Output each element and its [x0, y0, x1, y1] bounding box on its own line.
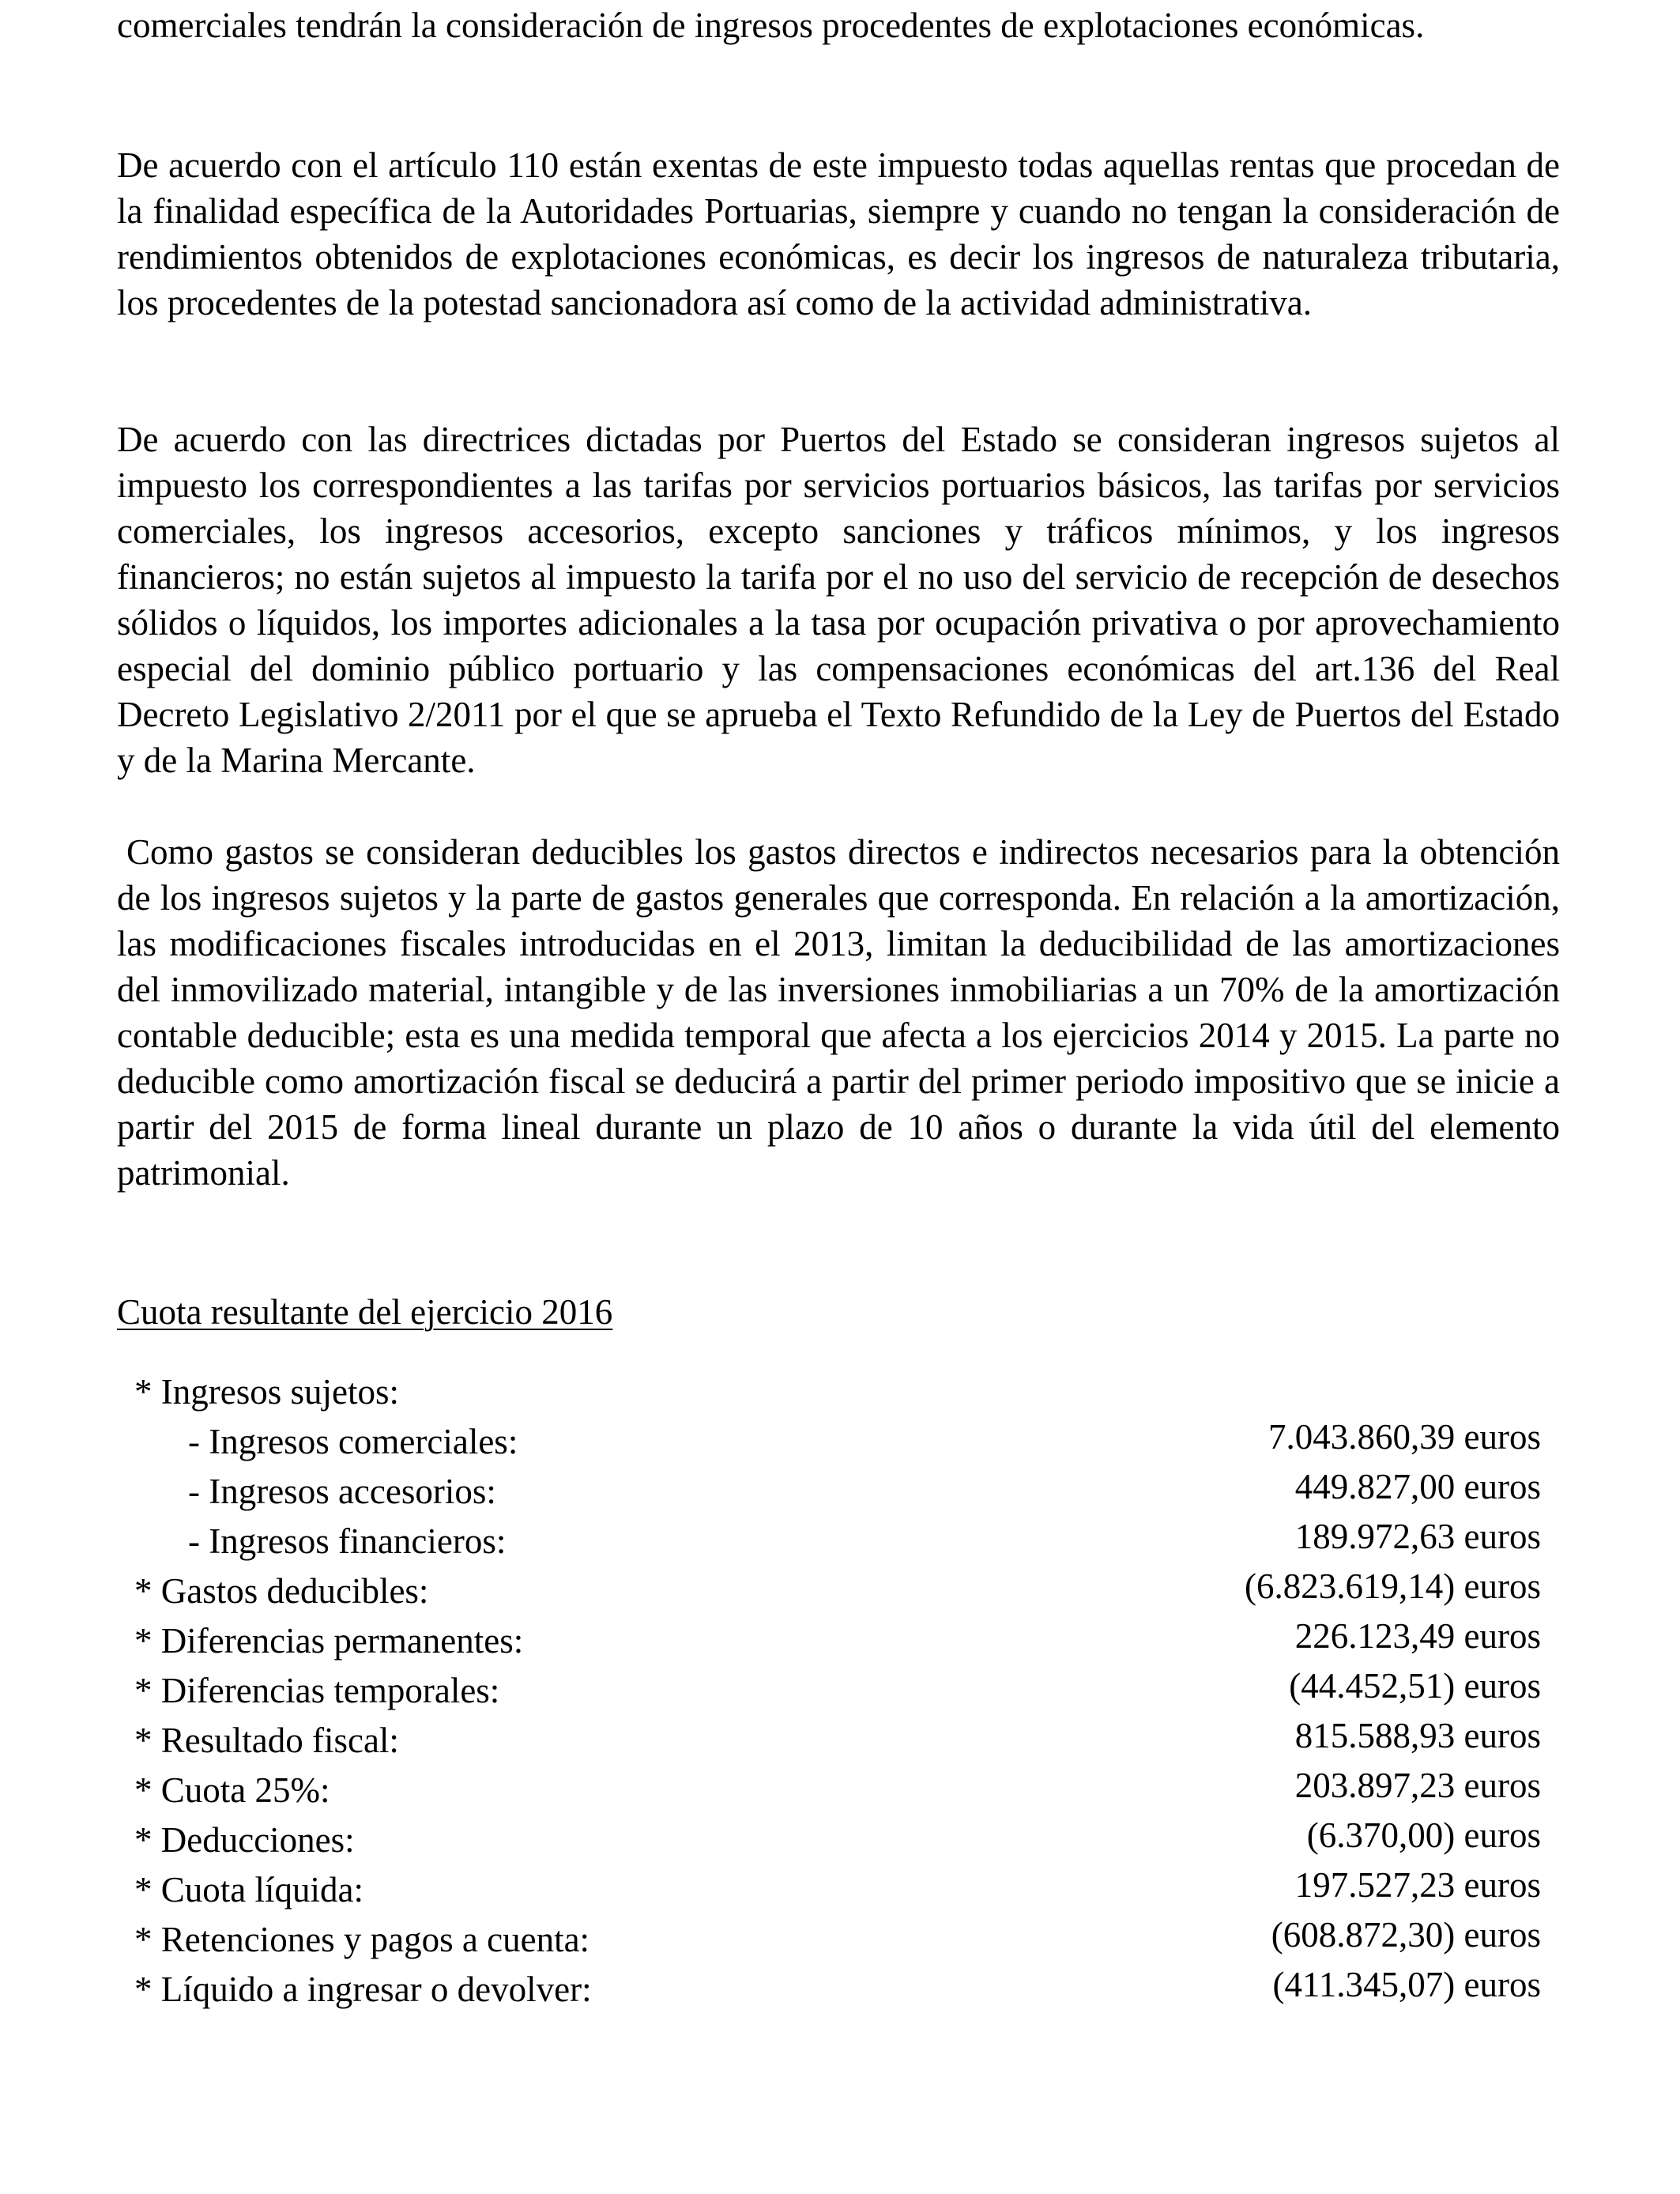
table-row: [134, 1369, 1541, 1419]
row-value: 449.827,00 euros: [1294, 1467, 1541, 1506]
table-row: [134, 1568, 1541, 1618]
row-value: (6.823.619,14) euros: [1245, 1566, 1541, 1606]
paragraph-3: De acuerdo con las directrices dictadas por Puertos del Estado se consideran ingresos sujetos al impuesto los correspondientes a las tarifas por servicios portuarios básicos, las tarifas por servicios comerciales, los ingresos accesorios, excepto sanciones y tráficos mínimos, y los ingresos financieros; no están sujetos al impuesto la tarifa por el no uso del servicio de recepción de desechos sólidos o líquidos, los importes adicionales a la tasa por ocupación privativa o por aprovechamiento especial del dominio público portuario y las compensaciones económicas del art.136 del Real Decreto Legislativo 2/2011 por el que se aprueba el Texto Refundido de la Ley de Puertos del Estado y de la Marina Mercante.: [117, 420, 1560, 780]
table-row: [134, 1767, 1541, 1817]
row-label: * Resultado fiscal:: [134, 1721, 399, 1760]
row-label: - Ingresos financieros:: [188, 1521, 507, 1561]
table-row: [134, 1717, 1541, 1767]
row-value: (608.872,30) euros: [1271, 1915, 1541, 1955]
row-label: - Ingresos comerciales:: [188, 1422, 518, 1461]
table-row: [134, 1668, 1541, 1717]
row-value: 197.527,23 euros: [1294, 1865, 1541, 1905]
row-label: * Retenciones y pagos a cuenta:: [134, 1920, 590, 1959]
table-row: [134, 1518, 1541, 1568]
table-row: [134, 1917, 1541, 1966]
paragraph-4: Como gastos se consideran deducibles los gastos directos e indirectos necesarios para la obtención de los ingresos sujetos y la parte de gastos generales que corresponda. En relación a la amortización, las modificaciones fiscales introducidas en el 2013, limitan la deducibilidad de las amortizaciones del inmovilizado material, intangible y de las inversiones inmobiliarias a un 70% de la amortización contable deducible; esta es una medida temporal que afecta a los ejercicios 2014 y 2015. La parte no deducible como amortización fiscal se deducirá a partir del primer periodo impositivo que se inicie a partir del 2015 de forma lineal durante un plazo de 10 años o durante la vida útil del elemento patrimonial.: [117, 832, 1560, 1193]
row-label: * Cuota líquida:: [134, 1870, 363, 1909]
row-value: (44.452,51) euros: [1289, 1666, 1541, 1706]
table-row: [134, 1867, 1541, 1917]
row-label: * Ingresos sujetos:: [134, 1372, 399, 1412]
paragraph-2: De acuerdo con el artículo 110 están exentas de este impuesto todas aquellas rentas que procedan de la finalidad específica de la Autoridades Portuarias, siempre y cuando no tengan la consideración de rendimientos obtenidos de explotaciones económicas, es decir los ingresos de naturaleza tributaria, los procedentes de la potestad sancionadora así como de la actividad administrativa.: [117, 145, 1560, 322]
row-value: (411.345,07) euros: [1272, 1965, 1541, 2004]
row-label: * Deducciones:: [134, 1820, 355, 1860]
section-title: Cuota resultante del ejercicio 2016: [117, 1292, 613, 1332]
row-value: 815.588,93 euros: [1294, 1716, 1541, 1755]
table-row: [134, 1468, 1541, 1518]
row-label: - Ingresos accesorios:: [188, 1472, 496, 1511]
tax-calculation-table: [134, 1369, 1541, 2016]
row-label: * Gastos deducibles:: [134, 1571, 429, 1611]
row-value: 203.897,23 euros: [1294, 1766, 1541, 1805]
paragraph-1: comerciales tendrán la consideración de ingresos procedentes de explotaciones económicas.: [117, 6, 1425, 45]
row-label: * Cuota 25%:: [134, 1770, 330, 1810]
row-value: 189.972,63 euros: [1294, 1517, 1541, 1556]
row-value: 226.123,49 euros: [1294, 1616, 1541, 1656]
table-row: [134, 1419, 1541, 1468]
row-label: * Diferencias permanentes:: [134, 1621, 524, 1661]
row-value: (6.370,00) euros: [1306, 1815, 1541, 1855]
table-row: [134, 1966, 1541, 2016]
row-label: * Diferencias temporales:: [134, 1671, 500, 1710]
row-value: 7.043.860,39 euros: [1268, 1417, 1541, 1457]
table-row: [134, 1618, 1541, 1668]
table-row: [134, 1817, 1541, 1867]
row-label: * Líquido a ingresar o devolver:: [134, 1970, 592, 2009]
